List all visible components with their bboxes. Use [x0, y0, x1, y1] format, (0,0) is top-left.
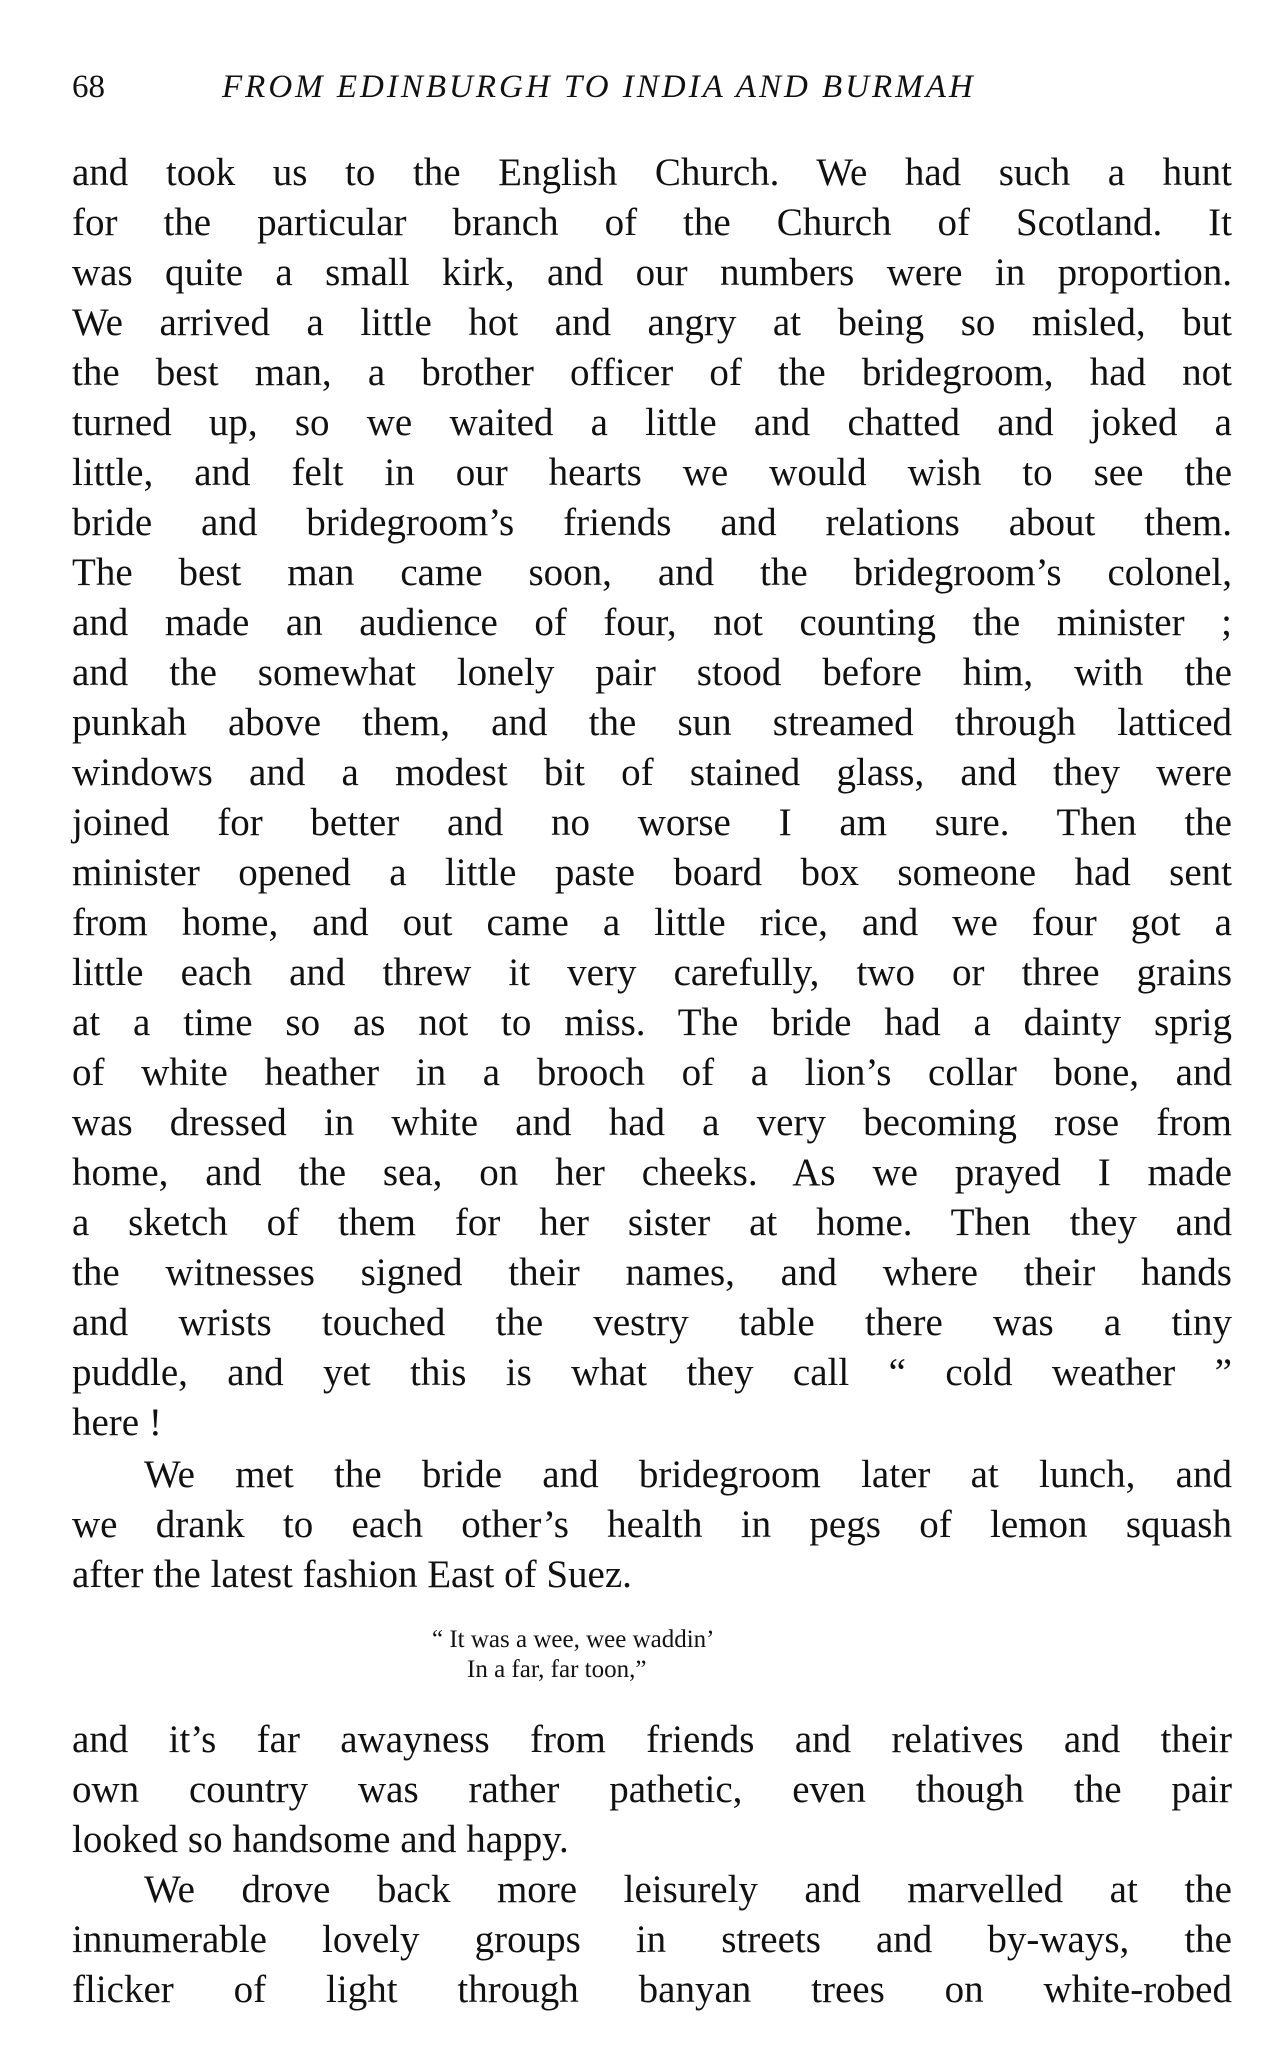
text-line: of white heather in a brooch of a lion’s collar bone, and: [72, 1051, 1232, 1094]
paragraph-2: [72, 1450, 1232, 1600]
paragraph-1: [72, 148, 1232, 1448]
text-line: here !: [72, 1401, 162, 1444]
text-line: at a time so as not to miss. The bride had a dainty sprig: [72, 1001, 1232, 1044]
text-line: joined for better and no worse I am sure. Then the: [72, 801, 1232, 844]
text-line: after the latest fashion East of Suez.: [72, 1553, 632, 1596]
text-line: and wrists touched the vestry table there was a tiny: [72, 1301, 1232, 1344]
page-header: [72, 62, 1232, 112]
text-line: flicker of light through banyan trees on white-robed: [72, 1968, 1232, 2011]
text-line: looked so handsome and happy.: [72, 1818, 569, 1861]
paragraph-4: [72, 1865, 1232, 2015]
text-line: little, and felt in our hearts we would wish to see the: [72, 451, 1232, 494]
page-number: 68: [72, 69, 105, 105]
text-line: a sketch of them for her sister at home. Then they and: [72, 1201, 1232, 1244]
text-line: for the particular branch of the Church of Scotland. It: [72, 201, 1232, 244]
text-line: was quite a small kirk, and our numbers were in proportion.: [72, 251, 1232, 294]
text-line: We arrived a little hot and angry at being so misled, but: [72, 301, 1232, 344]
paragraph-3: [72, 1715, 1232, 1865]
text-line: minister opened a little paste board box someone had sent: [72, 851, 1232, 894]
text-line: We drove back more leisurely and marvelled at the: [144, 1868, 1232, 1911]
verse-line: In a far, far toon,”: [467, 1656, 647, 1683]
text-line: and made an audience of four, not counting the minister ;: [72, 601, 1232, 644]
text-line: from home, and out came a little rice, and we four got a: [72, 901, 1232, 944]
text-line: We met the bride and bridegroom later at lunch, and: [144, 1453, 1232, 1496]
text-line: windows and a modest bit of stained glass, and they were: [72, 751, 1232, 794]
text-line: and took us to the English Church. We had such a hunt: [72, 151, 1232, 194]
text-line: the witnesses signed their names, and where their hands: [72, 1251, 1232, 1294]
text-line: punkah above them, and the sun streamed through latticed: [72, 701, 1232, 744]
text-line: we drank to each other’s health in pegs of lemon squash: [72, 1503, 1232, 1546]
text-line: innumerable lovely groups in streets and by-ways, the: [72, 1918, 1232, 1961]
text-line: and it’s far awayness from friends and relatives and their: [72, 1718, 1232, 1761]
text-line: the best man, a brother officer of the bridegroom, had not: [72, 351, 1232, 394]
text-line: puddle, and yet this is what they call “ cold weather ”: [72, 1351, 1232, 1394]
text-line: was dressed in white and had a very becoming rose from: [72, 1101, 1232, 1144]
text-line: and the somewhat lonely pair stood before him, with the: [72, 651, 1232, 694]
text-line: turned up, so we waited a little and chatted and joked a: [72, 401, 1232, 444]
text-line: home, and the sea, on her cheeks. As we prayed I made: [72, 1151, 1232, 1194]
running-head: FROM EDINBURGH TO INDIA AND BURMAH: [222, 69, 976, 105]
text-line: The best man came soon, and the bridegroom’s colonel,: [72, 551, 1232, 594]
verse-line: “ It was a wee, wee waddin’: [432, 1626, 715, 1653]
text-line: bride and bridegroom’s friends and relations about them.: [72, 501, 1232, 544]
text-line: own country was rather pathetic, even though the pair: [72, 1768, 1232, 1811]
text-line: little each and threw it very carefully, two or three grains: [72, 951, 1232, 994]
